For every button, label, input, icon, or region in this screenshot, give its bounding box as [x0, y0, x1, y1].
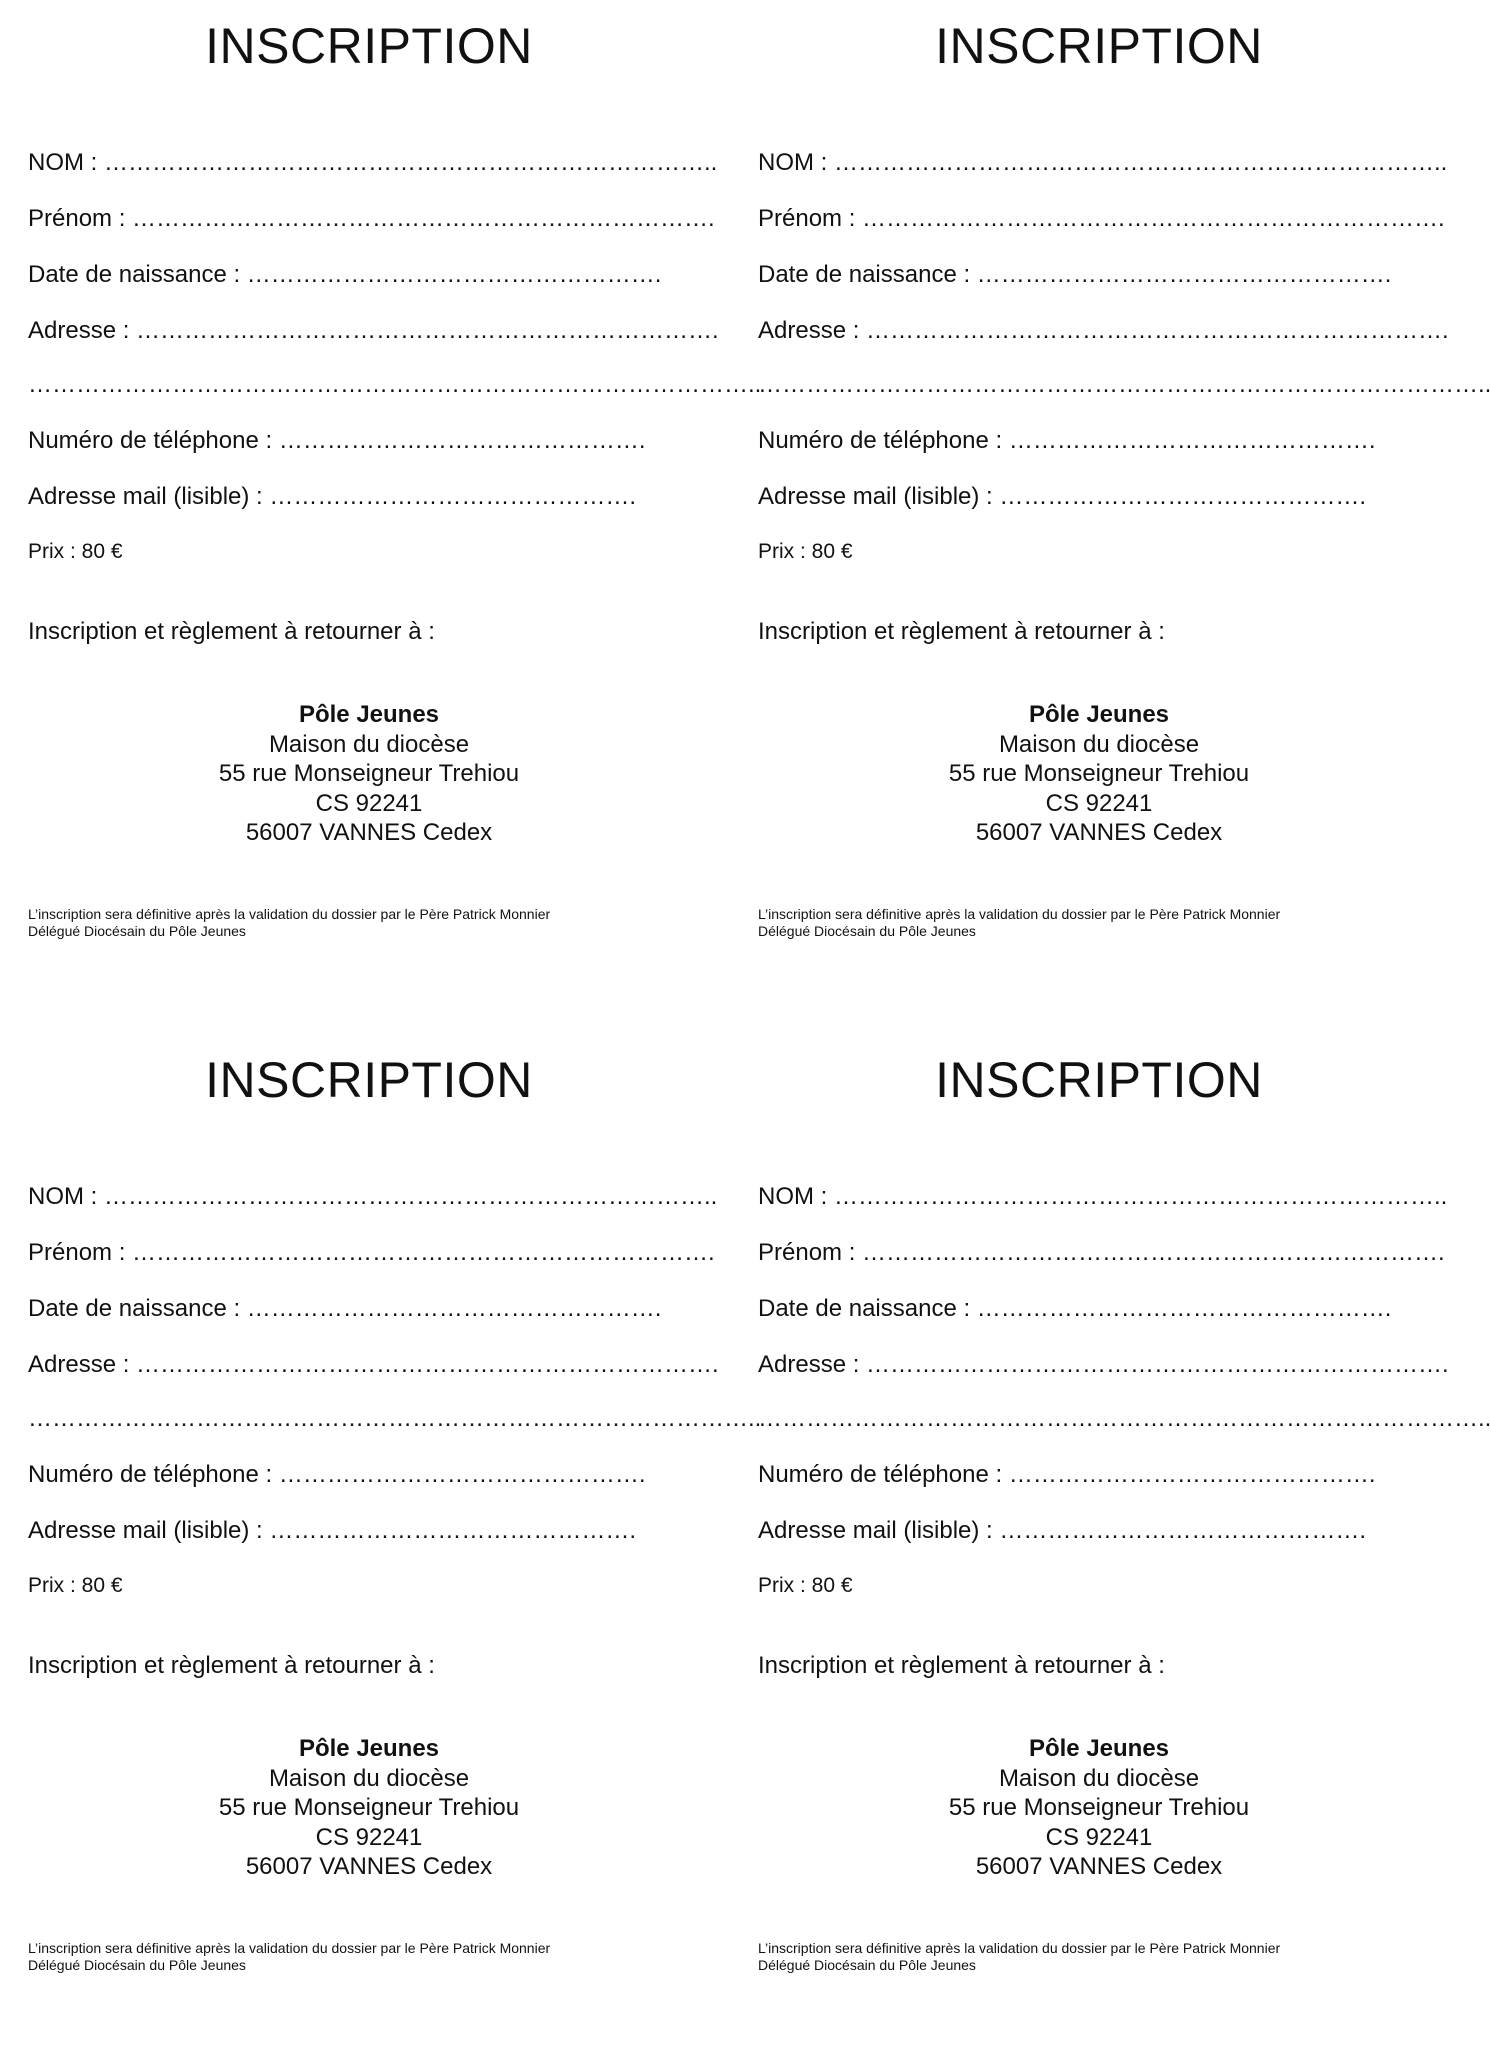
email-field[interactable]: Adresse mail (lisible) : ………………………………………. [758, 1517, 1367, 1544]
address-line: Maison du diocèse [268, 730, 470, 758]
address-field[interactable]: Adresse : ………………………………………………………………. [28, 317, 719, 344]
email-field[interactable]: Adresse mail (lisible) : ………………………………………. [28, 483, 637, 510]
address-field[interactable]: Adresse : ………………………………………………………………. [758, 317, 1449, 344]
validation-note [758, 906, 1280, 940]
address-organization: Pôle Jeunes [298, 1735, 440, 1762]
price-label: Prix : 80 € [758, 1574, 853, 1597]
price-label: Prix : 80 € [28, 1574, 123, 1597]
address-line: CS 92241 [315, 789, 423, 817]
registration-form [758, 1034, 1491, 2024]
address-line: 55 rue Monseigneur Trehiou [218, 760, 520, 788]
first-name-field[interactable]: Prénom : ………………………………………………………………. [28, 205, 715, 232]
name-field[interactable]: NOM : ………………………………………………………………….. [28, 149, 718, 176]
return-instructions: Inscription et règlement à retourner à : [758, 618, 1165, 645]
address-line: 56007 VANNES Cedex [975, 819, 1223, 847]
address-line: 56007 VANNES Cedex [245, 819, 493, 847]
registration-form [758, 0, 1491, 990]
birth-date-field[interactable]: Date de naissance : ……………………………………………. [758, 261, 1392, 288]
address-field[interactable]: Adresse : ………………………………………………………………. [28, 1351, 719, 1378]
address-organization: Pôle Jeunes [1028, 701, 1170, 728]
note-line: L’inscription sera définitive après la validation du dossier par le Père Patrick Monnier [28, 906, 551, 922]
form-title: INSCRIPTION [205, 1052, 533, 1108]
price-label: Prix : 80 € [28, 540, 123, 563]
email-field[interactable]: Adresse mail (lisible) : ………………………………………. [758, 483, 1367, 510]
validation-note [758, 1940, 1280, 1974]
note-line: Délégué Diocésain du Pôle Jeunes [758, 923, 976, 939]
mailing-address [28, 1734, 710, 1882]
note-line: L’inscription sera définitive après la validation du dossier par le Père Patrick Monnier [758, 1940, 1281, 1956]
phone-field[interactable]: Numéro de téléphone : ………………………………………. [758, 427, 1376, 454]
address-organization: Pôle Jeunes [1028, 1735, 1170, 1762]
return-instructions: Inscription et règlement à retourner à : [758, 1652, 1165, 1679]
first-name-field[interactable]: Prénom : ………………………………………………………………. [758, 1239, 1445, 1266]
address-line: CS 92241 [1045, 1823, 1153, 1851]
validation-note [28, 1940, 550, 1974]
return-instructions: Inscription et règlement à retourner à : [28, 1652, 435, 1679]
phone-field[interactable]: Numéro de téléphone : ………………………………………. [28, 1461, 646, 1488]
form-title: INSCRIPTION [935, 18, 1263, 74]
address-organization: Pôle Jeunes [298, 701, 440, 728]
form-title: INSCRIPTION [205, 18, 533, 74]
address-line: 55 rue Monseigneur Trehiou [218, 1794, 520, 1822]
address-line: 55 rue Monseigneur Trehiou [948, 1794, 1250, 1822]
mailing-address [758, 700, 1440, 848]
address-line-2-field[interactable]: ……………………………………………………………………………….. [758, 1405, 1491, 1432]
name-field[interactable]: NOM : ………………………………………………………………….. [758, 149, 1448, 176]
note-line: L’inscription sera définitive après la validation du dossier par le Père Patrick Monnier [758, 906, 1281, 922]
address-line: 55 rue Monseigneur Trehiou [948, 760, 1250, 788]
mailing-address [28, 700, 710, 848]
birth-date-field[interactable]: Date de naissance : ……………………………………………. [758, 1295, 1392, 1322]
address-line: Maison du diocèse [998, 730, 1200, 758]
address-line: 56007 VANNES Cedex [245, 1853, 493, 1881]
note-line: Délégué Diocésain du Pôle Jeunes [28, 1957, 246, 1973]
phone-field[interactable]: Numéro de téléphone : ………………………………………. [758, 1461, 1376, 1488]
registration-form [28, 1034, 762, 2024]
name-field[interactable]: NOM : ………………………………………………………………….. [758, 1183, 1448, 1210]
registration-form [28, 0, 762, 990]
return-instructions: Inscription et règlement à retourner à : [28, 618, 435, 645]
note-line: Délégué Diocésain du Pôle Jeunes [758, 1957, 976, 1973]
name-field[interactable]: NOM : ………………………………………………………………….. [28, 1183, 718, 1210]
address-line: CS 92241 [1045, 789, 1153, 817]
address-field[interactable]: Adresse : ………………………………………………………………. [758, 1351, 1449, 1378]
address-line-2-field[interactable]: ……………………………………………………………………………….. [28, 371, 762, 398]
price-label: Prix : 80 € [758, 540, 853, 563]
note-line: Délégué Diocésain du Pôle Jeunes [28, 923, 246, 939]
phone-field[interactable]: Numéro de téléphone : ………………………………………. [28, 427, 646, 454]
address-line: 56007 VANNES Cedex [975, 1853, 1223, 1881]
address-line-2-field[interactable]: ……………………………………………………………………………….. [758, 371, 1491, 398]
mailing-address [758, 1734, 1440, 1882]
address-line: CS 92241 [315, 1823, 423, 1851]
birth-date-field[interactable]: Date de naissance : ……………………………………………. [28, 261, 662, 288]
form-title: INSCRIPTION [935, 1052, 1263, 1108]
email-field[interactable]: Adresse mail (lisible) : ………………………………………. [28, 1517, 637, 1544]
birth-date-field[interactable]: Date de naissance : ……………………………………………. [28, 1295, 662, 1322]
first-name-field[interactable]: Prénom : ………………………………………………………………. [28, 1239, 715, 1266]
address-line: Maison du diocèse [998, 1764, 1200, 1792]
address-line: Maison du diocèse [268, 1764, 470, 1792]
address-line-2-field[interactable]: ……………………………………………………………………………….. [28, 1405, 762, 1432]
note-line: L’inscription sera définitive après la validation du dossier par le Père Patrick Monnier [28, 1940, 551, 1956]
validation-note [28, 906, 550, 940]
first-name-field[interactable]: Prénom : ………………………………………………………………. [758, 205, 1445, 232]
